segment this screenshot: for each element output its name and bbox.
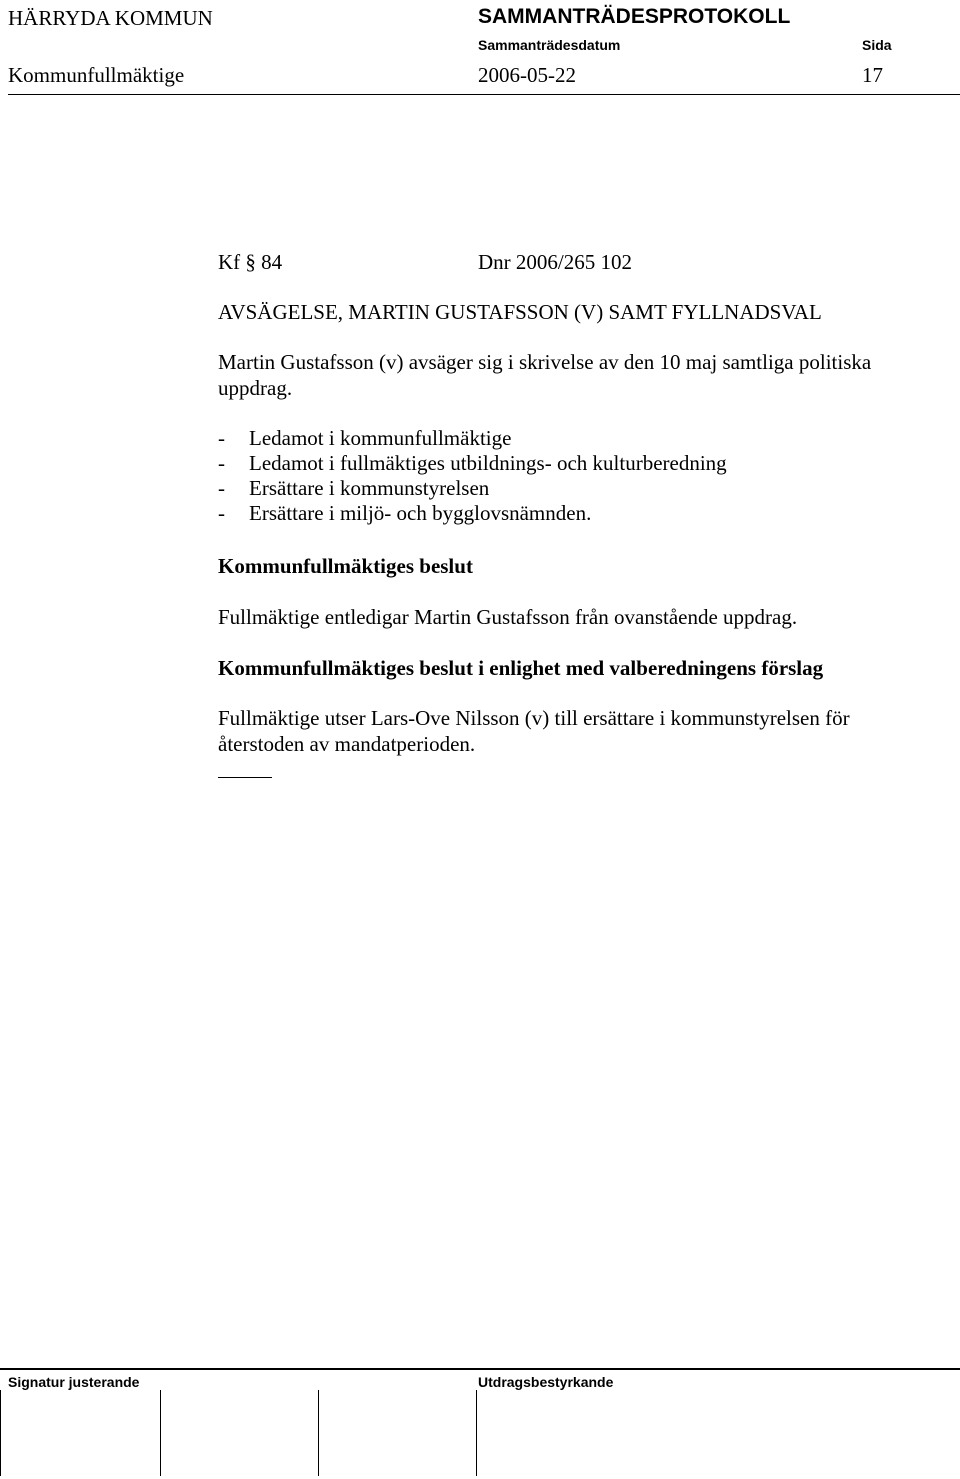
document-type: SAMMANTRÄDESPROTOKOLL: [478, 5, 791, 28]
list-item-text: Ledamot i kommunfullmäktige: [249, 426, 512, 450]
case-paragraph: Kf § 84: [218, 250, 283, 274]
case-dnr: Dnr 2006/265 102: [478, 250, 632, 274]
signature-box-divider: [476, 1390, 477, 1476]
certification-label: Utdragsbestyrkande: [478, 1374, 614, 1390]
decision-heading: Kommunfullmäktiges beslut: [218, 554, 473, 578]
election-decision-heading: Kommunfullmäktiges beslut i enlighet med valberedningens förslag: [218, 656, 824, 680]
election-decision-text: Fullmäktige utser Lars-Ove Nilsson (v) till ersättare i kommunstyrelsen för återstoden av mandatperioden.: [218, 706, 850, 756]
list-item-text: Ersättare i miljö- och bygglovsnämnden.: [249, 501, 592, 525]
page-label: Sida: [862, 37, 892, 53]
signature-box-divider: [0, 1390, 1, 1476]
meeting-date-label: Sammanträdesdatum: [478, 37, 621, 53]
page-number: 17: [862, 63, 883, 87]
list-item-text: Ledamot i fullmäktiges utbildnings- och kulturberedning: [249, 451, 727, 475]
assignment-list: [218, 426, 727, 526]
list-item-text: Ersättare i kommunstyrelsen: [249, 476, 490, 500]
bullet-dash: -: [218, 451, 225, 475]
signature-label: Signatur justerande: [8, 1374, 140, 1390]
governing-body: Kommunfullmäktige: [8, 63, 185, 87]
footer-divider: [0, 1368, 960, 1370]
signature-box-divider: [160, 1390, 161, 1476]
organization-name: HÄRRYDA KOMMUN: [8, 6, 213, 30]
list-item: [218, 426, 727, 451]
decision-text: Fullmäktige entledigar Martin Gustafsson från ovanstående uppdrag.: [218, 605, 798, 629]
case-title: AVSÄGELSE, MARTIN GUSTAFSSON (V) SAMT FYLLNADSVAL: [218, 300, 822, 324]
meeting-date: 2006-05-22: [478, 63, 576, 87]
header-divider: [8, 94, 960, 95]
case-intro: Martin Gustafsson (v) avsäger sig i skrivelse av den 10 maj samtliga politiska uppdrag.: [218, 350, 872, 400]
bullet-dash: -: [218, 426, 225, 450]
list-item: [218, 501, 727, 526]
list-item: [218, 476, 727, 501]
section-end-line: [218, 777, 272, 778]
signature-box-divider: [318, 1390, 319, 1476]
bullet-dash: -: [218, 476, 225, 500]
list-item: [218, 451, 727, 476]
bullet-dash: -: [218, 501, 225, 525]
